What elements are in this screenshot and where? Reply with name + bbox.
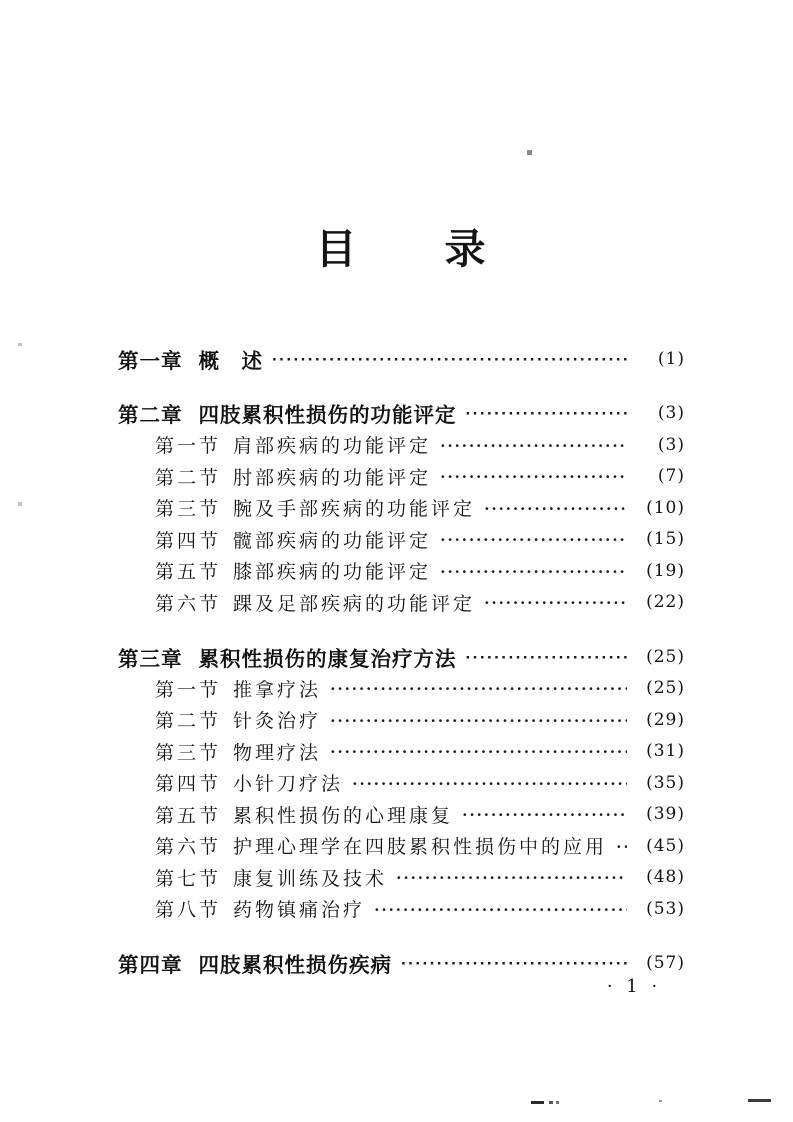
toc-entry-page: (48): [646, 867, 685, 888]
toc-entry-title: 物理疗法: [233, 742, 322, 764]
toc-entry-label: 第四节: [155, 774, 222, 796]
toc-entry-page: (25): [646, 678, 685, 699]
dot-leader: [440, 562, 627, 582]
toc-entry: [118, 799, 685, 831]
toc-entry-label: 第六节: [155, 837, 222, 859]
toc-entry-title: 小针刀疗法: [233, 774, 344, 796]
toc-entry-label: 第一章: [118, 349, 183, 373]
dot-leader: [466, 648, 628, 668]
toc-entry: [118, 555, 685, 587]
toc-entry-page: (19): [646, 560, 685, 581]
toc-entry-page: (29): [646, 709, 685, 730]
toc-entry: [118, 736, 685, 768]
dot-leader: [330, 711, 627, 731]
toc-entry: [118, 948, 685, 980]
toc-entry-page: (7): [657, 466, 685, 487]
toc-entry-label: 第五节: [155, 805, 222, 827]
toc-entry-title: 概 述: [198, 349, 263, 373]
scan-artifact: [556, 1101, 559, 1104]
toc-entry: [118, 461, 685, 493]
toc-entry-page: (25): [646, 646, 685, 667]
toc-entry-label: 第四章: [118, 954, 183, 978]
toc-entry-page: (45): [646, 835, 685, 856]
toc-entry: [118, 641, 685, 673]
toc-entry-title: 踝及足部疾病的功能评定: [233, 593, 476, 615]
toc-entry: [118, 398, 685, 430]
dot-leader: [440, 530, 627, 550]
dot-leader: [330, 742, 627, 762]
toc-entry-page: (39): [646, 804, 685, 825]
toc-entry: [118, 830, 685, 862]
toc-entry-title: 四肢累积性损伤的功能评定: [198, 404, 457, 428]
toc-entry: [118, 767, 685, 799]
toc-entry: [118, 673, 685, 705]
toc-entry-label: 第六节: [155, 593, 222, 615]
toc-entry: [118, 429, 685, 461]
dot-leader: [396, 868, 627, 888]
toc-entry-label: 第二章: [118, 404, 183, 428]
toc-entry-label: 第八节: [155, 900, 222, 922]
toc-entry-label: 第五节: [155, 562, 222, 584]
toc-entry-page: (3): [657, 403, 685, 424]
toc-entry-page: (3): [657, 434, 685, 455]
toc-list: [118, 343, 685, 979]
toc-entry-title: 康复训练及技术: [233, 868, 388, 890]
toc-entry: [118, 343, 685, 375]
toc-entry-page: (1): [657, 348, 685, 369]
dot-leader: [440, 467, 627, 487]
toc-entry-label: 第四节: [155, 530, 222, 552]
toc-entry-label: 第二节: [155, 467, 222, 489]
scan-artifact: [531, 1101, 544, 1104]
toc-entry: [118, 524, 685, 556]
toc-entry-page: (53): [646, 898, 685, 919]
toc-entry: [118, 862, 685, 894]
page-number: · 1 ·: [606, 976, 662, 997]
toc-entry-label: 第二节: [155, 711, 222, 733]
scan-artifact: [659, 1100, 662, 1102]
toc-entry-page: (22): [646, 592, 685, 613]
page-title: 目 录: [315, 226, 488, 272]
scan-artifact: [18, 502, 22, 506]
dot-leader: [484, 593, 627, 613]
scan-artifact: [527, 150, 532, 155]
toc-entry-title: 推拿疗法: [233, 679, 322, 701]
toc-entry-title: 腕及手部疾病的功能评定: [233, 499, 476, 521]
dot-leader: [484, 499, 627, 519]
dot-leader: [440, 436, 627, 456]
toc-entry-label: 第一节: [155, 436, 222, 458]
scan-artifact: [748, 1099, 771, 1102]
toc-entry-title: 药物镇痛治疗: [233, 900, 366, 922]
toc-entry-page: (15): [646, 529, 685, 550]
dot-leader: [401, 954, 627, 974]
toc-entry: [118, 587, 685, 619]
toc-entry-title: 肩部疾病的功能评定: [233, 436, 432, 458]
toc-entry: [118, 893, 685, 925]
toc-entry-title: 累积性损伤的心理康复: [233, 805, 454, 827]
toc-entry: [118, 704, 685, 736]
scan-artifact: [18, 343, 22, 346]
toc-entry: [118, 492, 685, 524]
toc-entry-title: 髋部疾病的功能评定: [233, 530, 432, 552]
dot-leader: [272, 350, 627, 370]
toc-entry-title: 护理心理学在四肢累积性损伤中的应用: [233, 837, 608, 859]
toc-entry-page: (57): [646, 953, 685, 974]
toc-entry-page: (35): [646, 772, 685, 793]
toc-entry-label: 第七节: [155, 868, 222, 890]
dot-leader: [330, 679, 627, 699]
scan-artifact: [549, 1101, 553, 1104]
dot-leader: [352, 774, 627, 794]
toc-entry-label: 第三章: [118, 647, 183, 671]
toc-entry-label: 第一节: [155, 679, 222, 701]
toc-entry-label: 第三节: [155, 499, 222, 521]
toc-entry-title: 针灸治疗: [233, 711, 322, 733]
dot-leader: [374, 900, 627, 920]
toc-entry-label: 第三节: [155, 742, 222, 764]
toc-entry-page: (10): [646, 497, 685, 518]
dot-leader: [616, 837, 627, 857]
toc-entry-title: 四肢累积性损伤疾病: [198, 954, 392, 978]
toc-entry-page: (31): [646, 741, 685, 762]
toc-entry-title: 累积性损伤的康复治疗方法: [198, 647, 457, 671]
toc-entry-title: 肘部疾病的功能评定: [233, 467, 432, 489]
toc-entry-title: 膝部疾病的功能评定: [233, 562, 432, 584]
dot-leader: [466, 404, 628, 424]
dot-leader: [462, 805, 627, 825]
